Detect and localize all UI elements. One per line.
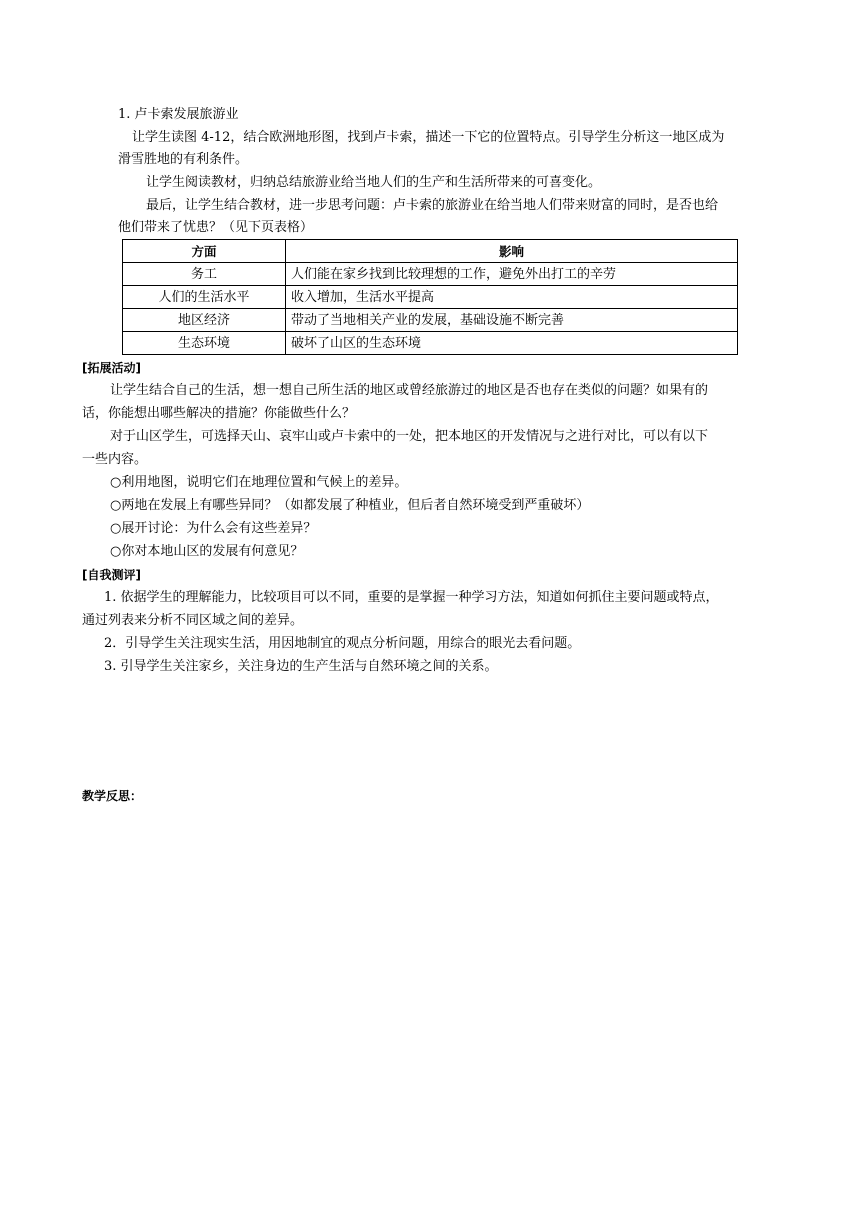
list-item: ○你对本地山区的发展有何意见？ [110, 544, 304, 559]
list-item: 2．引导学生关注现实生活，用因地制宜的观点分析问题，用综合的眼光去看问题。 [104, 636, 581, 651]
paragraph-line: 滑雪胜地的有利条件。 [118, 152, 249, 167]
column-header-aspect: 方面 [123, 240, 286, 263]
paragraph-line: 让学生读图 4-12，结合欧洲地形图，找到卢卡索，描述一下它的位置特点。引导学生分析这一地区成为 [132, 130, 725, 145]
column-header-impact: 影响 [286, 240, 738, 263]
paragraph-line: 对于山区学生，可选择天山、哀牢山或卢卡索中的一处，把本地区的开发情况与之进行对比，可以有以下 [110, 429, 709, 444]
paragraph-line: 话，你能想出哪些解决的措施？你能做些什么？ [82, 406, 356, 421]
list-item: ○展开讨论：为什么会有这些差异？ [110, 521, 317, 536]
paragraph-line: 让学生结合自己的生活，想一想自己所生活的地区或曾经旅游过的地区是否也存在类似的问题？如果有的 [110, 383, 709, 398]
table-cell-impact: 破坏了山区的生态环境 [286, 332, 738, 355]
section-heading-expansion: [拓展活动] [82, 361, 141, 375]
table-row [123, 286, 738, 309]
table-cell-impact: 收入增加，生活水平提高 [286, 286, 738, 309]
impact-table [122, 239, 738, 355]
table-cell-aspect: 生态环境 [123, 332, 286, 355]
table-cell-aspect: 人们的生活水平 [123, 286, 286, 309]
table-cell-impact: 带动了当地相关产业的发展，基础设施不断完善 [286, 309, 738, 332]
section-heading-self-test: [自我测评] [82, 568, 141, 582]
table-cell-aspect: 务工 [123, 263, 286, 286]
table-cell-impact: 人们能在家乡找到比较理想的工作，避免外出打工的辛劳 [286, 263, 738, 286]
list-item: ○利用地图，说明它们在地理位置和气候上的差异。 [110, 475, 408, 490]
list-item: ○两地在发展上有哪些异同？（如都发展了种植业，但后者自然环境受到严重破坏） [110, 498, 590, 513]
paragraph-line: 一些内容。 [82, 452, 148, 467]
section-heading-reflection: 教学反思： [82, 789, 143, 803]
table-row [123, 309, 738, 332]
paragraph-line: 最后，让学生结合教材，进一步思考问题：卢卡索的旅游业在给当地人们带来财富的同时，是否也给 [146, 198, 719, 213]
list-item: 3. 引导学生关注家乡，关注身边的生产生活与自然环境之间的关系。 [104, 659, 498, 674]
table-cell-aspect: 地区经济 [123, 309, 286, 332]
paragraph-line: 他们带来了忧患？（见下页表格） [118, 220, 314, 235]
table-header-row [123, 240, 738, 263]
section-heading-lucaso-tourism: 1. 卢卡索发展旅游业 [118, 107, 239, 122]
paragraph-line: 让学生阅读教材，归纳总结旅游业给当地人们的生产和生活所带来的可喜变化。 [146, 175, 602, 190]
table-row [123, 263, 738, 286]
list-item-continuation: 通过列表来分析不同区域之间的差异。 [82, 613, 304, 628]
table-row [123, 332, 738, 355]
list-item: 1. 依据学生的理解能力，比较项目可以不同，重要的是掌握一种学习方法，知道如何抓住主要问题或特点， [104, 590, 719, 605]
